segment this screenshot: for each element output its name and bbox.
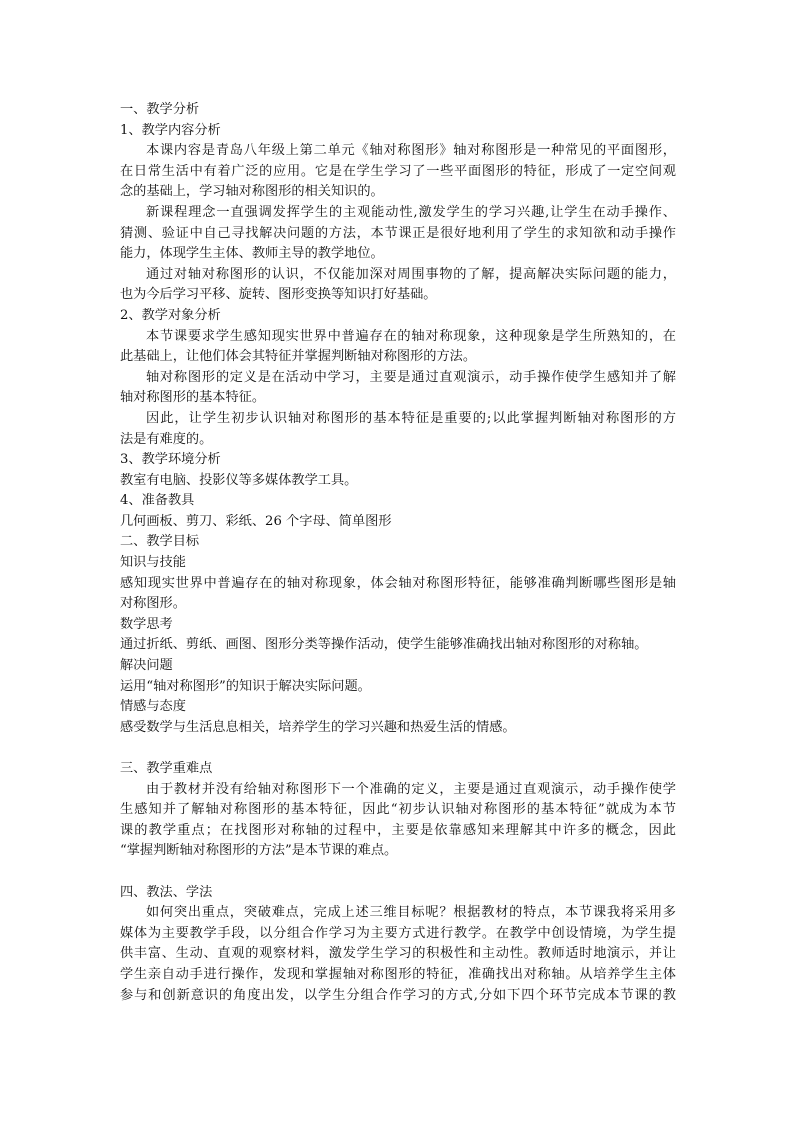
text-line: 如何突出重点，突破难点，完成上述三维目标呢？根据教材的特点，本节课我将采用多 <box>146 905 676 921</box>
section-heading-teaching-analysis: 一、教学分析 <box>120 102 200 117</box>
subheading-math-thinking: 数学思考 <box>120 616 173 632</box>
text-line: 参与和创新意识的角度出发，以学生分组合作学习的方式,分如下四个环节完成本节课的教 <box>120 987 676 1003</box>
text-line: 媒体为主要教学手段，以分组合作学习为主要方式进行教学。在教学中创设情境，为学生提 <box>120 925 676 941</box>
subheading-emotion-attitude: 情感与态度 <box>120 699 186 715</box>
paragraph-emotion-attitude: 感受数学与生活息息相关，培养学生的学习兴趣和热爱生活的情感。 <box>120 719 516 735</box>
subheading-knowledge-skills: 知识与技能 <box>120 555 186 571</box>
paragraph-environment: 教室有电脑、投影仪等多媒体教学工具。 <box>120 472 358 488</box>
paragraph-audience-analysis-2 <box>120 368 676 409</box>
section-heading-teaching-goals: 二、教学目标 <box>120 534 200 550</box>
text-line: 在日常生活中有着广泛的应用。它是在学生学习了一些平面图形的特征，形成了一定空间观 <box>120 163 676 179</box>
paragraph-problem-solving: 运用“轴对称图形”的知识于解决实际问题。 <box>120 678 371 694</box>
paragraph-content-analysis-2 <box>120 203 676 265</box>
paragraph-content-analysis-3 <box>120 265 676 306</box>
subheading-audience-analysis: 2、教学对象分析 <box>120 307 221 323</box>
text-line: 课的教学重点；在找图形对称轴的过程中，主要是依靠感知来理解其中许多的概念，因此 <box>120 822 676 838</box>
paragraph-methods <box>120 903 676 1006</box>
paragraph-knowledge-skills <box>120 574 676 615</box>
text-line: 供丰富、生动、直观的观察材料，激发学生学习的积极性和主动性。教师适时地演示，并让 <box>120 946 676 962</box>
text-line: 法是有难度的。 <box>120 431 213 447</box>
text-line: 轴对称图形的基本特征。 <box>120 390 266 406</box>
text-line: 由于教材并没有给轴对称图形下一个准确的定义，主要是通过直观演示，动手操作使学 <box>146 781 676 797</box>
paragraph-teaching-aids: 几何画板、剪刀、彩纸、26 个字母、简单图形 <box>120 513 392 529</box>
text-line: 本课内容是青岛八年级上第二单元《轴对称图形》轴对称图形是一种常见的平面图形， <box>146 143 676 159</box>
text-line: 此基础上，让他们体会其特征并掌握判断轴对称图形的方法。 <box>120 349 477 365</box>
section-heading-methods: 四、教法、学法 <box>120 884 213 900</box>
text-line: 也为今后学习平移、旋转、图形变换等知识打好基础。 <box>120 287 437 303</box>
blank-line <box>120 738 676 759</box>
text-line: 新课程理念一直强调发挥学生的主观能动性,激发学生的学习兴趣,让学生在动手操作、 <box>146 204 676 220</box>
text-line: 轴对称图形的定义是在活动中学习，主要是通过直观演示，动手操作使学生感知并了解 <box>146 369 676 385</box>
paragraph-key-points <box>120 780 676 862</box>
text-line: 猜测、验证中自己寻找解决问题的方法，本节课正是很好地利用了学生的求知欲和动手操作 <box>120 225 676 241</box>
paragraph-audience-analysis-3 <box>120 409 676 450</box>
paragraph-math-thinking: 通过折纸、剪纸、画图、图形分类等操作活动，使学生能够准确找出轴对称图形的对称轴。 <box>120 637 648 653</box>
text-line: 生感知并了解轴对称图形的基本特征，因此“初步认识轴对称图形的基本特征”就成为本节 <box>120 802 676 818</box>
text-line: 因此，让学生初步认识轴对称图形的基本特征是重要的;以此掌握判断轴对称图形的方 <box>146 410 676 426</box>
subheading-problem-solving: 解决问题 <box>120 658 173 674</box>
text-line: 本节课要求学生感知现实世界中普遍存在的轴对称现象，这种现象是学生所熟知的，在 <box>146 328 676 344</box>
paragraph-audience-analysis-1 <box>120 327 676 368</box>
paragraph-content-analysis-1 <box>120 141 676 203</box>
text-line: 感知现实世界中普遍存在的轴对称现象，体会轴对称图形特征，能够准确判断哪些图形是轴 <box>120 575 676 591</box>
blank-line <box>120 862 676 883</box>
section-heading-key-points: 三、教学重难点 <box>120 761 213 776</box>
text-line: 学生亲自动手进行操作，发现和掌握轴对称图形的特征，准确找出对称轴。从培养学生主体 <box>120 966 676 982</box>
text-line: 对称图形。 <box>120 596 186 612</box>
text-line: 念的基础上，学习轴对称图形的相关知识的。 <box>120 184 384 200</box>
subheading-teaching-aids: 4、准备教具 <box>120 493 195 509</box>
subheading-environment-analysis: 3、教学环境分析 <box>120 452 221 468</box>
subheading-content-analysis: 1、教学内容分析 <box>120 122 221 138</box>
text-line: 能力，体现学生主体、教师主导的教学地位。 <box>120 246 384 262</box>
document-page <box>120 100 676 1006</box>
text-line: “掌握判断轴对称图形的方法”是本节课的难点。 <box>120 843 398 859</box>
text-line: 通过对轴对称图形的认识，不仅能加深对周围事物的了解，提高解决实际问题的能力， <box>146 266 676 282</box>
